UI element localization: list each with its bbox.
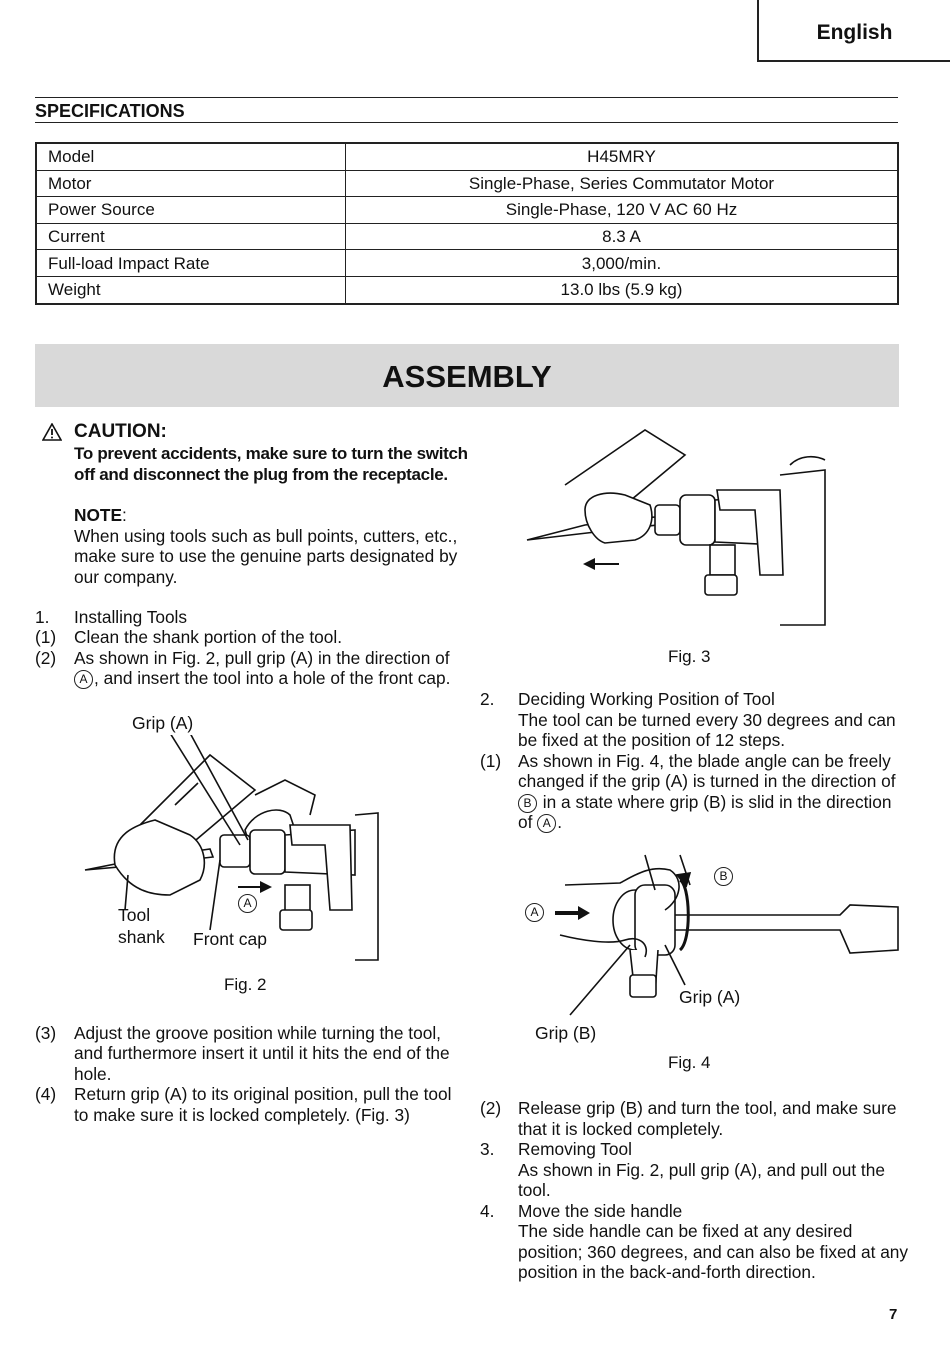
spec-row xyxy=(36,223,898,250)
fig2-front-cap-label: Front cap xyxy=(193,929,267,949)
spec-row xyxy=(36,143,898,170)
warning-triangle-icon xyxy=(42,423,62,441)
fig4-direction-b-symbol: B xyxy=(714,867,733,886)
spec-row xyxy=(36,197,898,224)
language-tab: English xyxy=(757,0,950,62)
spec-label: Motor xyxy=(36,170,346,197)
direction-a-symbol-2: A xyxy=(537,814,556,833)
spec-value: Single-Phase, Series Commutator Motor xyxy=(346,170,899,197)
fig4-direction-a-symbol: A xyxy=(525,903,544,922)
spec-row xyxy=(36,170,898,197)
spec-value: H45MRY xyxy=(346,143,899,170)
note-label: NOTE xyxy=(74,505,123,525)
note-block: NOTE: When using tools such as bull points, cutters, etc., make sure to use the genuine parts designated by our company. xyxy=(74,505,458,587)
spec-label: Power Source xyxy=(36,197,346,224)
spec-label: Weight xyxy=(36,276,346,303)
fig3-caption: Fig. 3 xyxy=(668,647,711,666)
spec-row xyxy=(36,276,898,303)
fig3-illustration xyxy=(525,425,830,630)
direction-b-symbol: B xyxy=(518,794,537,813)
spec-value: 13.0 lbs (5.9 kg) xyxy=(346,276,899,303)
fig4-grip-a-label: Grip (A) xyxy=(679,987,741,1007)
fig2-direction-a-symbol: A xyxy=(238,894,257,913)
fig4-grip-b-label: Grip (B) xyxy=(535,1023,597,1043)
spec-label: Full-load Impact Rate xyxy=(36,250,346,277)
fig2-caption: Fig. 2 xyxy=(224,975,267,994)
assembly-heading: ASSEMBLY xyxy=(35,344,899,407)
spec-value: Single-Phase, 120 V AC 60 Hz xyxy=(346,197,899,224)
specifications-table xyxy=(35,142,899,305)
page-number: 7 xyxy=(889,1306,898,1323)
caution-heading xyxy=(42,421,167,443)
specifications-title: SPECIFICATIONS xyxy=(35,97,898,123)
direction-a-symbol: A xyxy=(74,670,93,689)
fig2-grip-a-label: Grip (A) xyxy=(132,713,194,733)
spec-label: Current xyxy=(36,223,346,250)
fig2-tool-shank-label: Tool shank xyxy=(118,905,165,947)
spec-value: 3,000/min. xyxy=(346,250,899,277)
spec-row xyxy=(36,250,898,277)
fig4-caption: Fig. 4 xyxy=(668,1053,711,1072)
caution-text: To prevent accidents, make sure to turn the switch off and disconnect the plug from the receptacle. xyxy=(74,444,468,484)
spec-value: 8.3 A xyxy=(346,223,899,250)
caution-label: CAUTION: xyxy=(74,421,167,442)
spec-label: Model xyxy=(36,143,346,170)
